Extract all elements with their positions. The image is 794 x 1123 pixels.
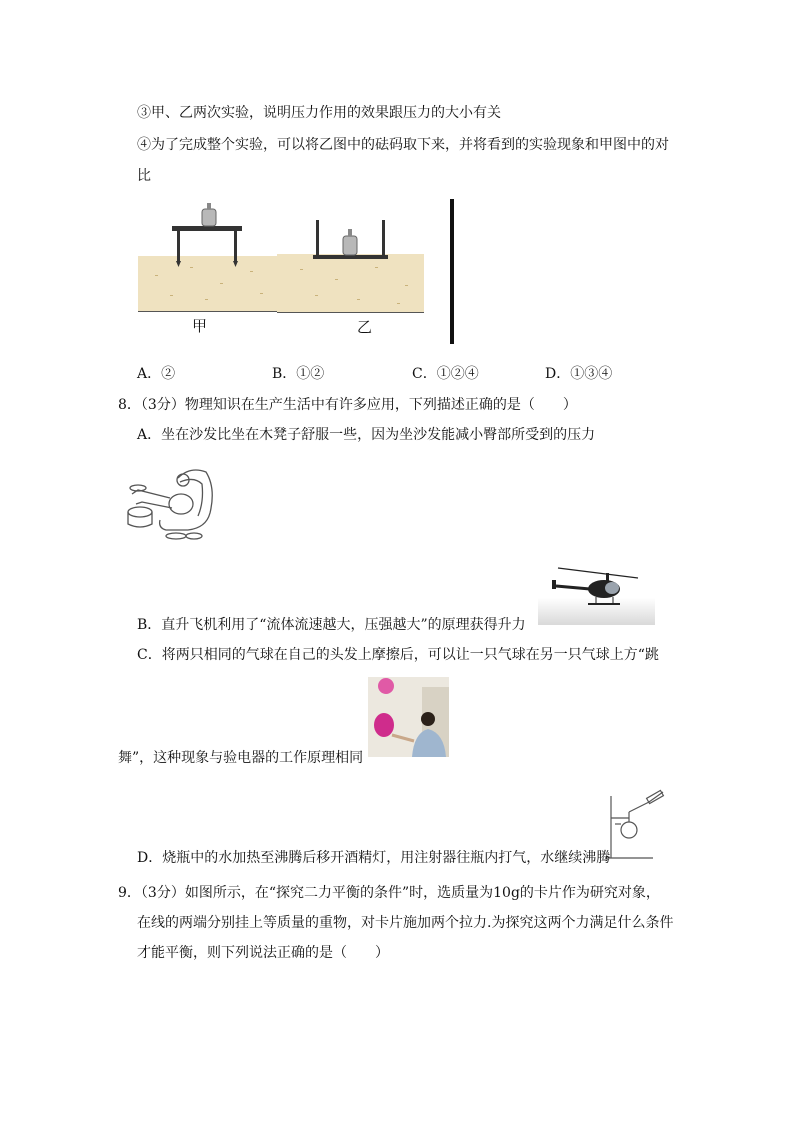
question-8-option-b: B．直升飞机利用了“流体流速越大，压强越大”的原理获得升力 — [137, 617, 526, 633]
question-8-option-c-line1: C．将两只相同的气球在自己的头发上摩擦后，可以让一只气球在另一只气球上方“跳 — [137, 647, 659, 663]
question-9-line3: 才能平衡，则下列说法正确的是（ ） — [137, 945, 389, 961]
question-9-line1: 9．（3分）如图所示，在“探究二力平衡的条件”时，选质量为10g的卡片作为研究对象， — [118, 885, 660, 901]
helicopter-image — [538, 564, 655, 625]
statement-3: ③甲、乙两次实验，说明压力作用的效果跟压力的大小有关 — [137, 105, 501, 121]
question-8-option-d: D．烧瓶中的水加热至沸腾后移开酒精灯，用注射器往瓶内打气，水继续沸腾 — [137, 850, 611, 866]
balloon-photo — [368, 677, 449, 757]
label-yi: 乙 — [357, 318, 373, 336]
flask-apparatus-image — [603, 788, 675, 862]
tables-and-weights — [135, 195, 465, 347]
sofa-image — [118, 458, 218, 542]
option-b: B．①② — [272, 366, 325, 382]
option-c: C．①②④ — [412, 366, 479, 382]
pressure-experiment-figure — [135, 195, 465, 347]
question-8-stem: 8．（3分）物理知识在生产生活中有许多应用，下列描述正确的是（ ） — [118, 397, 577, 413]
label-jia: 甲 — [192, 317, 208, 335]
option-a: A．② — [137, 366, 176, 382]
statement-4-line1: ④为了完成整个实验，可以将乙图中的砝码取下来，并将看到的实验现象和甲图中的对 — [137, 137, 669, 153]
question-9-line2: 在线的两端分别挂上等质量的重物，对卡片施加两个拉力.为探究这两个力满足什么条件 — [137, 915, 674, 931]
option-d: D．①③④ — [545, 366, 613, 382]
statement-4-line2: 比 — [137, 168, 151, 184]
question-8-option-a: A．坐在沙发比坐在木凳子舒服一些，因为坐沙发能减小臀部所受到的压力 — [137, 427, 596, 443]
question-8-option-c-line2: 舞”，这种现象与验电器的工作原理相同 — [118, 750, 364, 766]
